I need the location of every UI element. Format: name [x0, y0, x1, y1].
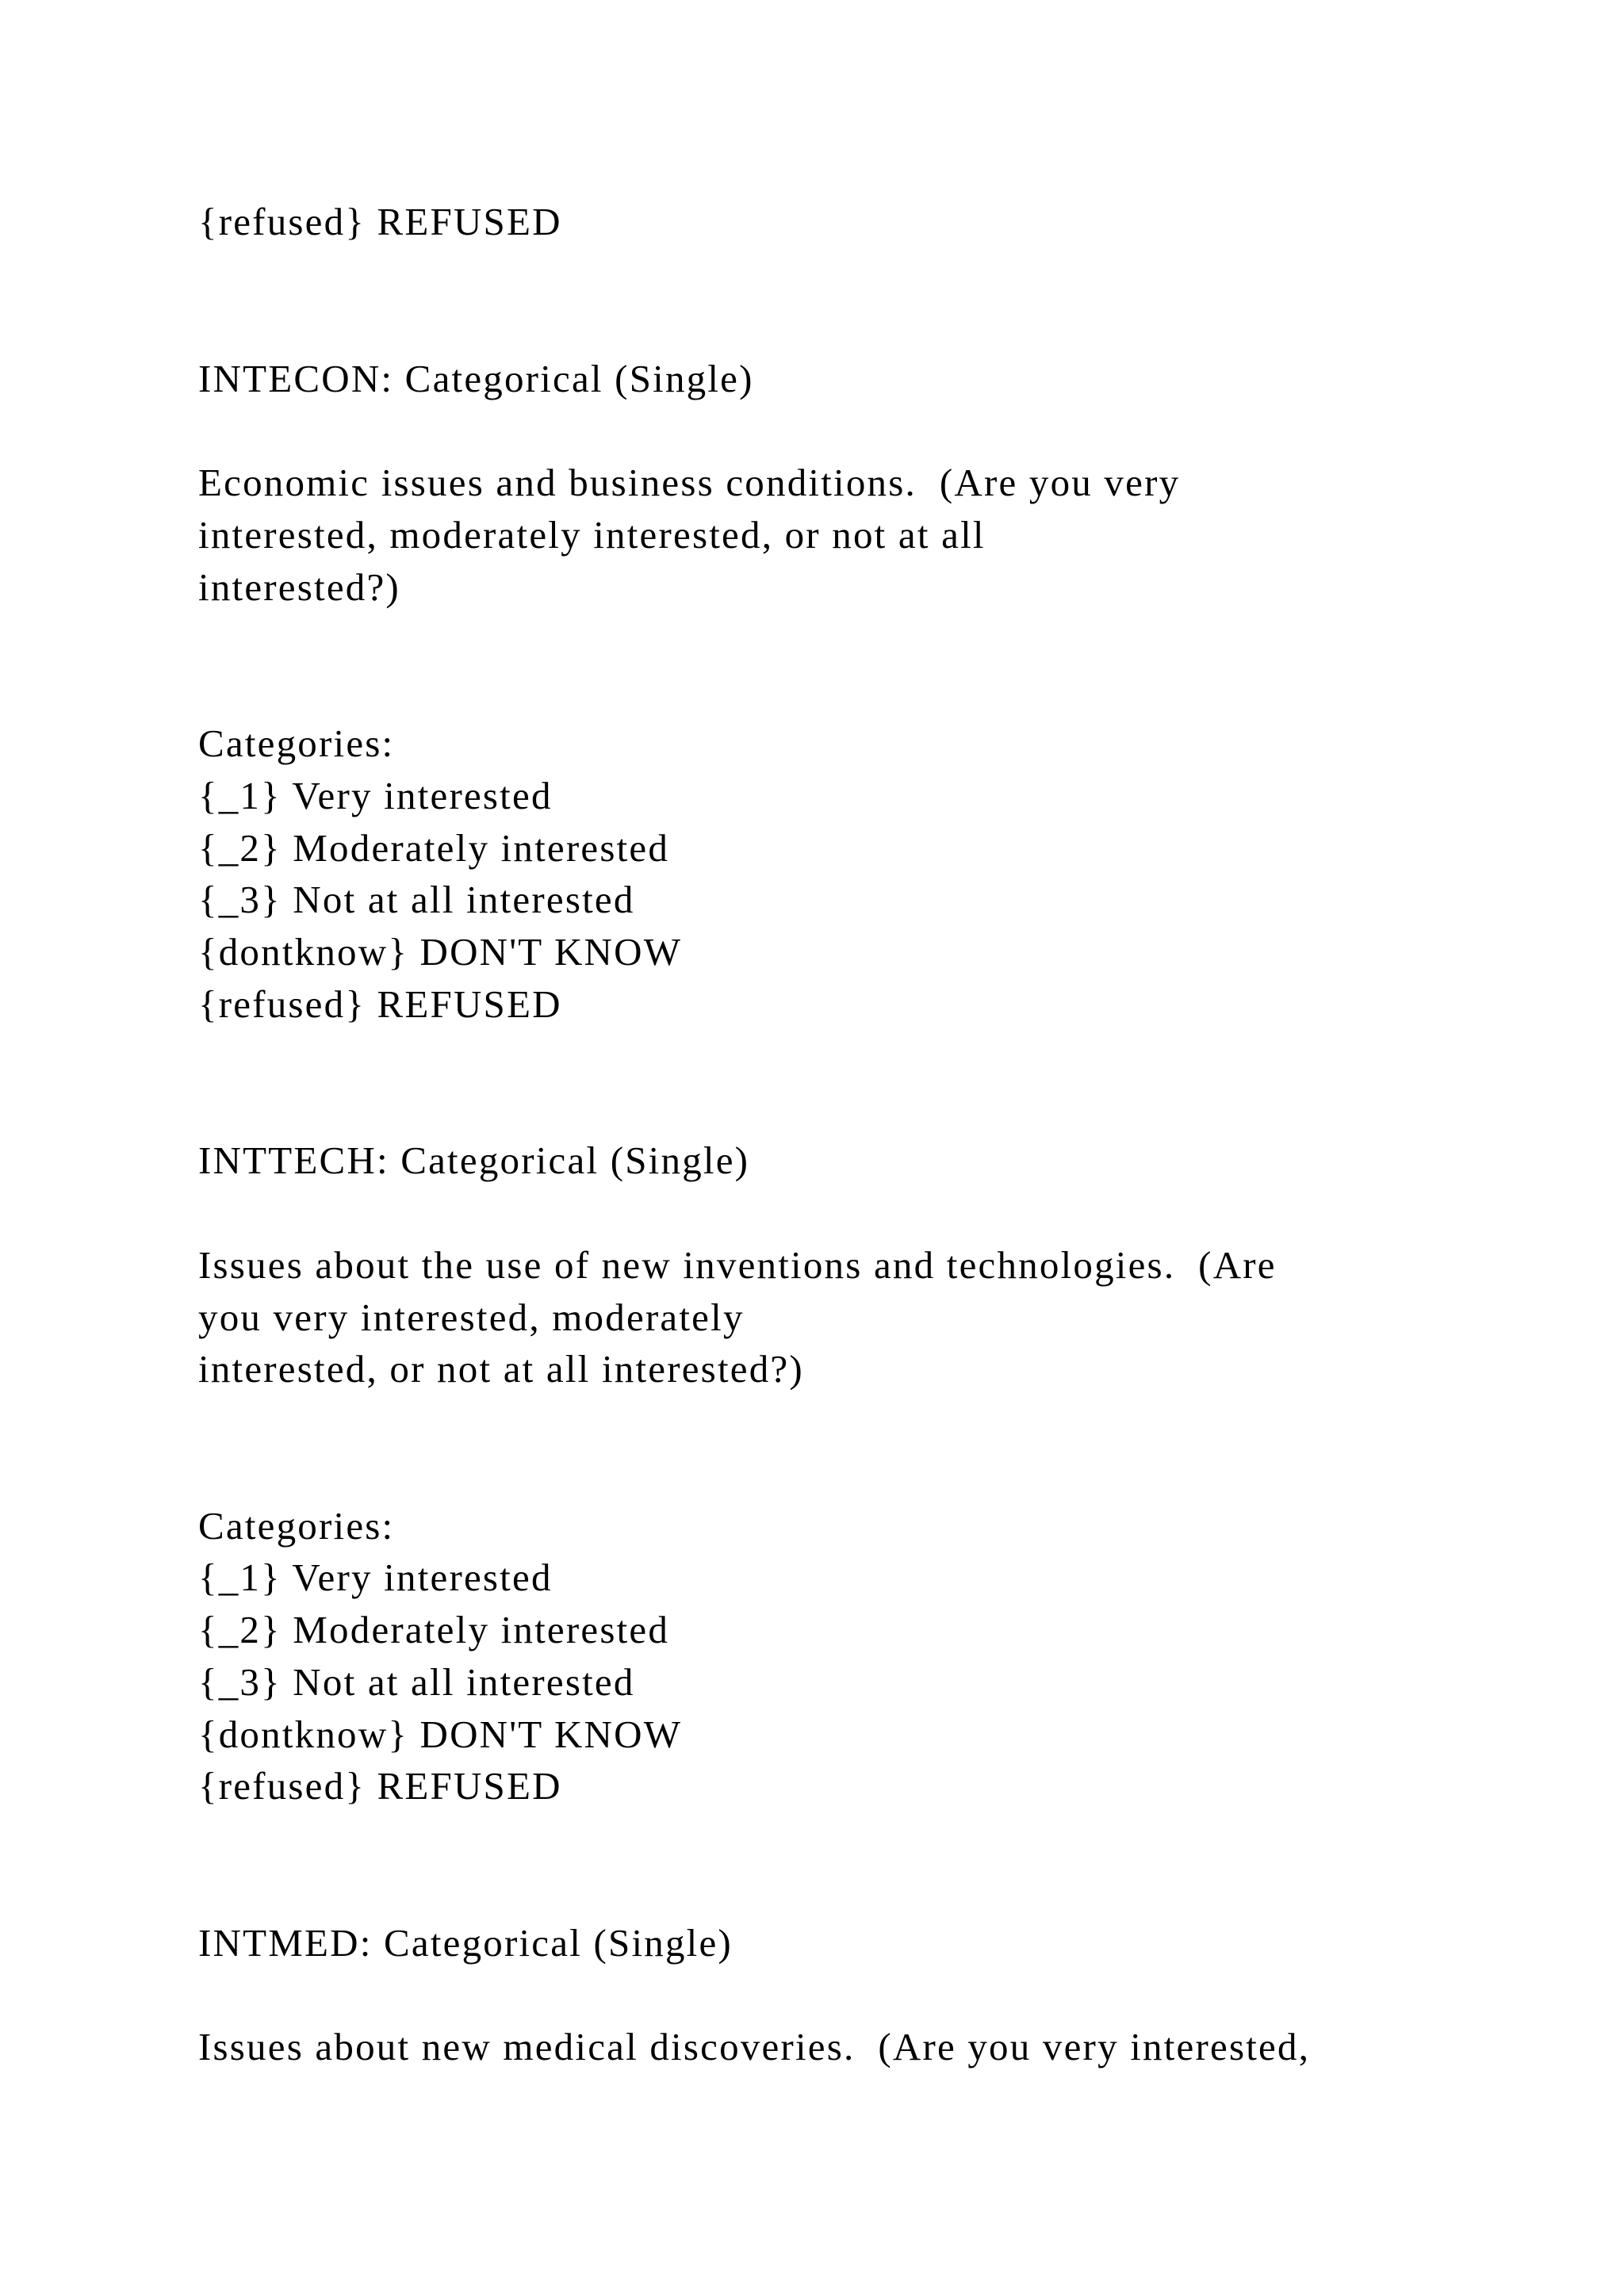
inttech-categories-label: Categories:: [198, 1504, 395, 1548]
intecon-categories-label: Categories:: [198, 721, 395, 765]
intecon-category-item: {dontknow} DON'T KNOW: [198, 930, 683, 974]
inttech-question-line: Issues about the use of new inventions and technologies. (Are: [198, 1243, 1277, 1287]
inttech-category-item: {dontknow} DON'T KNOW: [198, 1712, 683, 1756]
inttech-category-item: {refused} REFUSED: [198, 1764, 562, 1808]
intmed-question-line: Issues about new medical discoveries. (Are you very interested,: [198, 2025, 1311, 2068]
inttech-category-item: {_2} Moderately interested: [198, 1608, 670, 1651]
intecon-question-line: Economic issues and business conditions. (Are you very: [198, 461, 1181, 504]
intecon-header: INTECON: Categorical (Single): [198, 357, 754, 400]
intecon-category-item: {refused} REFUSED: [198, 982, 562, 1026]
intecon-category-item: {_1} Very interested: [198, 774, 553, 817]
intmed-header: INTMED: Categorical (Single): [198, 1921, 733, 1965]
refused-option: {refused} REFUSED: [198, 200, 562, 243]
inttech-category-item: {_1} Very interested: [198, 1556, 553, 1599]
inttech-question-line: you very interested, moderately: [198, 1295, 745, 1339]
intecon-question-line: interested, moderately interested, or not at all: [198, 513, 986, 557]
inttech-header: INTTECH: Categorical (Single): [198, 1138, 750, 1182]
intecon-question-line: interested?): [198, 565, 400, 609]
intecon-category-item: {_3} Not at all interested: [198, 878, 635, 921]
inttech-category-item: {_3} Not at all interested: [198, 1660, 635, 1704]
inttech-question-line: interested, or not at all interested?): [198, 1347, 804, 1391]
intecon-category-item: {_2} Moderately interested: [198, 826, 670, 870]
